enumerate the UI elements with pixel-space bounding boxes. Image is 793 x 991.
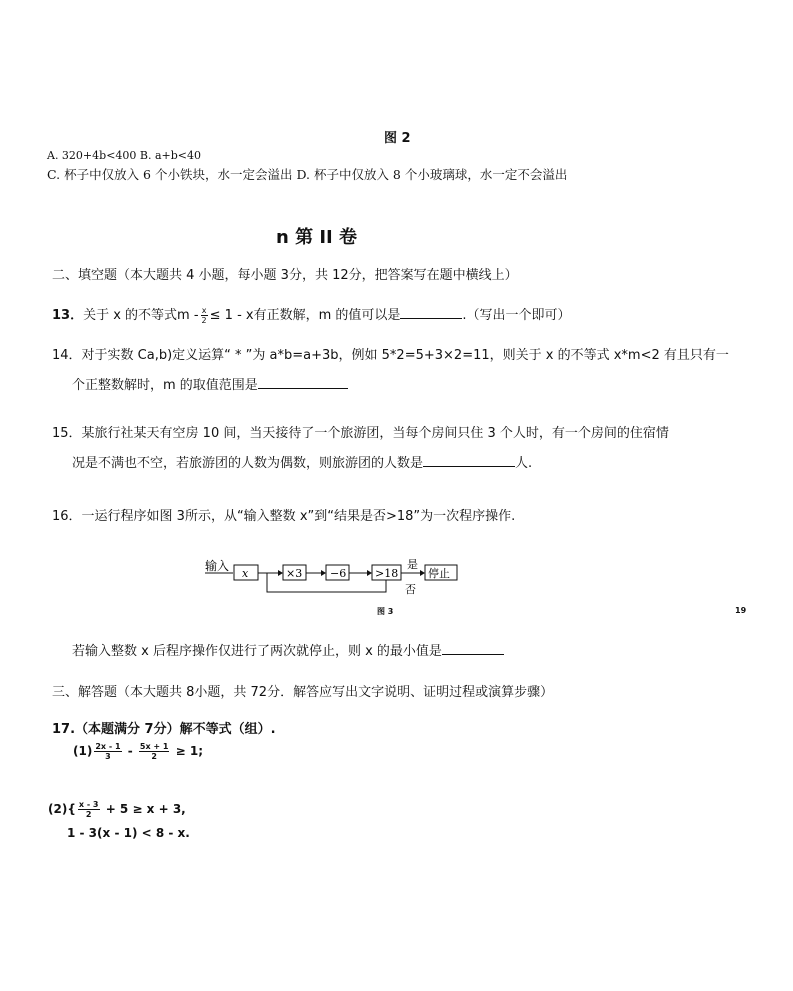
q17-p1-f1-num: 2x - 1 [95,742,121,751]
question-15-line1: 15．某旅行社某天有空房 10 间，当天接待了一个旅游团，当每个房间只住 3 个人时，有一个房间的住宿情 [52,426,669,441]
flow-box-times3-label: ×3 [286,567,303,580]
figure-3-caption: 图 3 [377,607,394,616]
q17-p1-suffix: ≥ 1; [175,744,204,758]
q17-p2-f-num: x - 3 [78,800,99,809]
question-15-line2-end: 人. [515,456,533,471]
question-16-line1: 16．一运行程序如图 3所示，从“输入整数 x”到“结果是否>18”为一次程序操作. [52,509,516,524]
flow-stop-label: 停止 [428,567,450,580]
q17-p1-minus: - [127,744,133,758]
flow-box-x-label: x [242,567,249,580]
q17-p1-f1-den: 3 [105,752,111,761]
question-15-line2-text: 况是不满也不空，若旅游团的人数为偶数，则旅游团的人数是 [72,456,424,471]
q17-p2-prefix: (2){ [48,802,76,816]
q17-p1-f2-num: 5x + 1 [139,742,169,751]
q17-p2-f-den: 2 [85,810,92,819]
q17-p1-fraction2 [139,742,170,761]
q17-p1-fraction1 [94,742,121,761]
figure-2-caption: 图 2 [384,131,411,146]
flow-box-gt18-label: >18 [375,567,399,580]
question-13-post: .（写出一个即可） [462,308,571,323]
flow-no-label: 否 [405,583,416,596]
side-number: 19 [735,606,747,615]
question-17-part2 [48,800,186,819]
question-14-line2 [72,374,348,393]
question-13-answer-blank[interactable] [400,306,462,319]
question-17-part2-line2: 1 - 3(x - 1) < 8 - x. [67,826,190,840]
flow-box-minus6-label: −6 [330,567,347,580]
q17-p2-fraction [78,800,100,819]
options-c-d: C. 杯子中仅放入 6 个小铁块，水一定会溢出 D. 杯子中仅放入 8 个小玻璃球，水一定不会溢出 [47,167,568,182]
question-13 [52,304,571,325]
question-13-frac-den: 2 [201,316,207,325]
question-15-answer-blank[interactable] [423,454,515,467]
question-14-answer-blank[interactable] [258,376,348,389]
question-17-title: 17.（本题满分 7分）解不等式（组）. [52,722,276,737]
part2-heading: 二、填空题（本大题共 4 小题，每小题 3分，共 12分，把答案写在题中横线上） [52,268,518,283]
q17-p2-line1-rest: + 5 ≥ x + 3, [105,802,186,816]
question-13-fraction [201,306,208,325]
question-13-mid: ≤ 1 - x有正数解，m 的值可以是 [209,308,401,323]
section-title: n 第 II 卷 [276,227,358,248]
question-15-line2 [72,452,532,471]
q17-p1-f2-den: 2 [151,752,157,761]
question-16-answer-blank[interactable] [442,642,504,655]
question-16-line2 [72,640,504,659]
q17-p1-prefix: (1) [73,744,93,758]
question-16-line2-text: 若输入整数 x 后程序操作仅进行了两次就停止，则 x 的最小值是 [72,644,442,659]
flowchart-figure-3 [200,556,470,600]
flow-input-label: 输入 [205,559,230,573]
question-14-line2-text: 个正整数解时，m 的取值范围是 [72,378,258,393]
question-17-part1 [73,742,203,761]
question-13-number: 13． [52,308,84,323]
question-13-pre: 关于 x 的不等式m - [83,308,199,323]
part3-heading: 三、解答题（本大题共 8小题，共 72分．解答应写出文字说明、证明过程或演算步骤） [52,685,554,700]
options-a-b: A. 320+4b<400 B. a+b<40 [47,149,202,162]
flow-yes-label: 是 [407,558,418,571]
question-13-frac-num: x [201,306,207,315]
question-14-line1: 14．对于实数 Ca,b)定义运算“ * ”为 a*b=a+3b，例如 5*2=5+3×2=11，则关于 x 的不等式 x*m<2 有且只有一 [52,348,729,363]
